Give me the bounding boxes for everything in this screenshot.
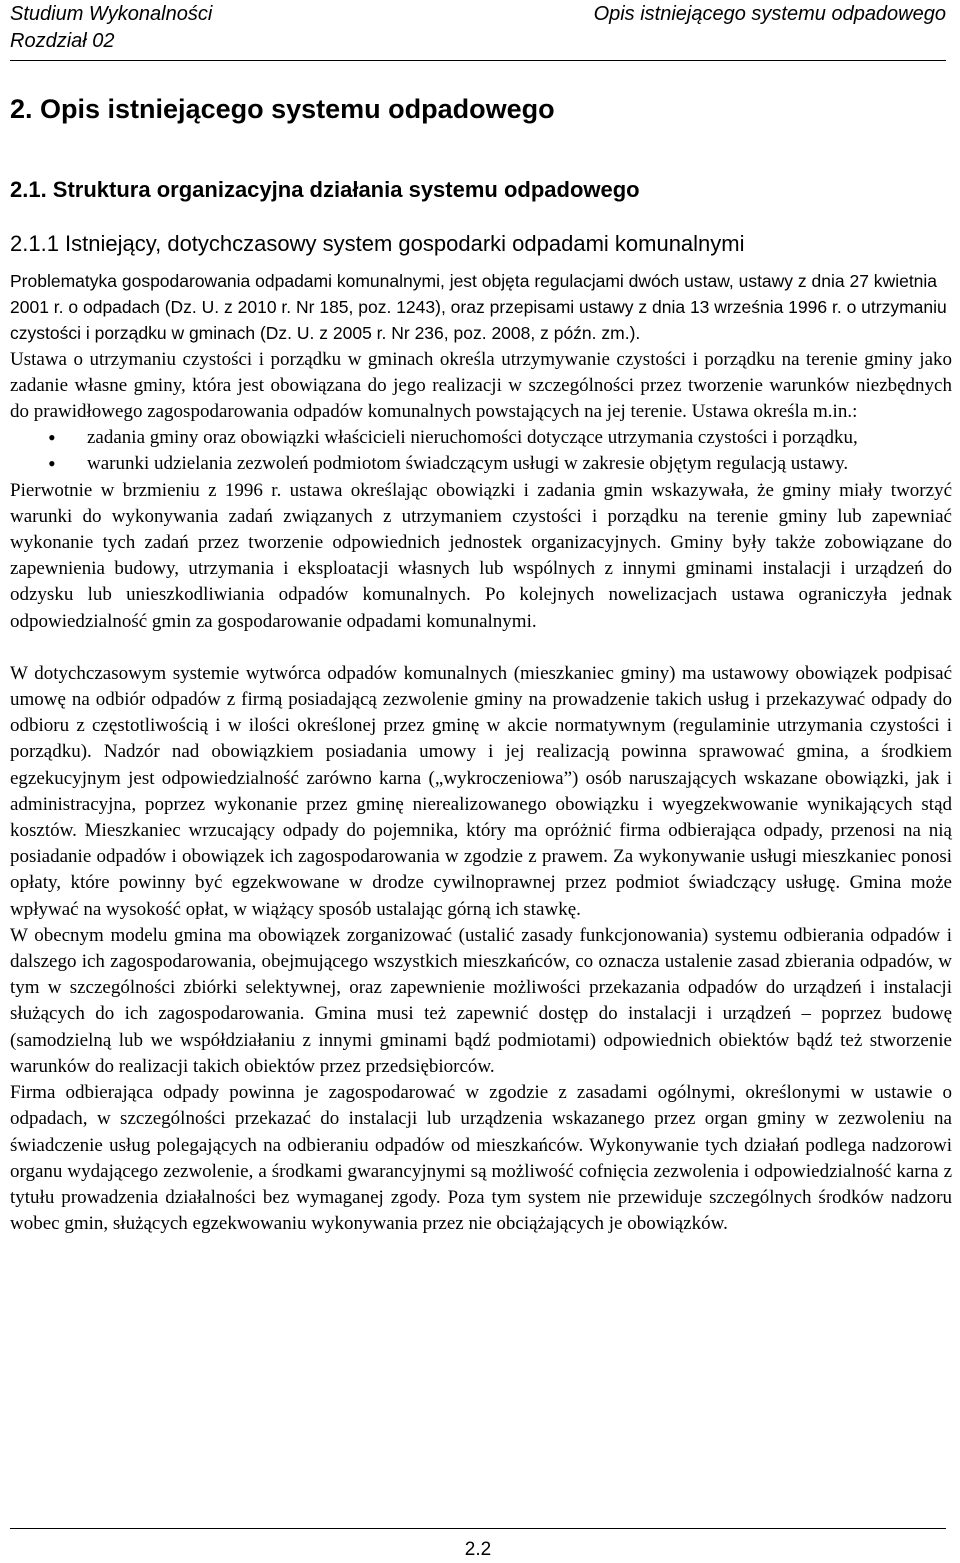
- page-footer: [10, 1528, 946, 1561]
- section-heading: 2. Opis istniejącego systemu odpadowego: [10, 94, 555, 124]
- header-right: [594, 1, 946, 28]
- paragraph: Ustawa o utrzymaniu czystości i porządku w gminach określa utrzymywanie czystości i porządku na terenie gminy jako zadanie własne gminy, która jest obowiązana do jego realizacji w szczególności przez tworzenie warunków niezbędnych do prawidłowego zagospodarowania odpadów komunalnych powstających na jej terenie. Ustawa określa m.in.:: [10, 348, 952, 423]
- paragraph: Firma odbierająca odpady powinna je zagospodarować w zgodzie z zasadami ogólnymi, określonymi w ustawie o odpadach, w szczególności przekazać do instalacji lub urządzenia wskazanego przez organ gminy w zezwoleniu na świadczenie usług polegających na odbieraniu odpadów od mieszkańców. Wykonywanie tych działań podlega nadzorowi organu wydającego zezwolenie, a środkami gwarancyjnymi są możliwość cofnięcia zezwolenia i odpowiedzialność karna z tytułu prowadzenia działalności bez wymaganej zgody. Poza tym system nie przewiduje szczególnych środków nadzoru wobec gmin, służących egzekwowaniu wykonywania przez nie obciążających je obowiązków.: [10, 1082, 952, 1235]
- section-running-title: Opis istniejącego systemu odpadowego: [593, 3, 946, 25]
- paragraph-spacer: [10, 635, 952, 661]
- bullet-item: • warunki udzielania zezwoleń podmiotom świadczącym usługi w zakresie objętym regulacją ustawy.: [10, 451, 952, 477]
- document-body: [10, 268, 952, 1237]
- header-rule: [10, 60, 946, 61]
- chapter-label: Rozdział 02: [10, 30, 115, 52]
- footer-rule: [10, 1528, 946, 1529]
- paragraph: Pierwotnie w brzmieniu z 1996 r. ustawa określając obowiązki i zadania gmin wskazywała, że gminy miały tworzyć warunki do wykonywania zadań związanych z utrzymaniem czystości i porządku na terenie gminy lub zapewniać wykonanie tych zadań przez tworzenie odpowiednich jednostek organizacyjnych. Gminy były także zobowiązane do zapewnienia budowy, utrzymania i eksploatacji własnych lub wspólnych z innymi gminami instalacji i urządzeń do odzysku lub unieszkodliwiania odpadów komunalnych. Po kolejnych nowelizacjach ustawa ograniczyła jednak odpowiedzialność gmin za gospodarowanie odpadami komunalnymi.: [10, 479, 952, 632]
- intro-paragraph: Problematyka gospodarowania odpadami komunalnymi, jest objęta regulacjami dwóch ustaw, ustawy z dnia 27 kwietnia 2001 r. o odpadach (Dz. U. z 2010 r. Nr 185, poz. 1243), oraz przepisami ustawy z dnia 13 września 1996 r. o utrzymaniu czystości i porządku w gminach (Dz. U. z 2005 r. Nr 236, poz. 2008, z późn. zm.).: [10, 271, 947, 344]
- paragraph: W dotychczasowym systemie wytwórca odpadów komunalnych (mieszkaniec gminy) ma ustawowy obowiązek podpisać umowę na odbiór odpadów z firmą posiadającą zezwolenie gminy na prowadzenie takich usług i przekazywać odpady do odbioru z częstotliwością i w ilości określonej przez gminę w akcie normatywnym (regulaminie utrzymania czystości i porządku). Nadzór nad obowiązkiem posiadania umowy i jej realizacją powinna sprawować gmina, a środkiem egzekucyjnym jest odpowiedzialność zarówno karna („wykroczeniowa”) osób naruszających wskazane obowiązki, jak i administracyjna, poprzez wykonanie przez gminę nierealizowanego obowiązku i wyegzekwowanie wynikających stąd kosztów. Mieszkaniec wrzucający odpady do pojemnika, który ma opróżnić firma odbierająca odpady, przenosi na nią posiadanie odpadów i obowiązek ich zagospodarowania w zgodzie z prawem. Za wykonywanie usługi mieszkaniec ponosi opłaty, które powinny być egzekwowane w drodze cywilnoprawnej przez podmiot świadczący usługę. Gmina może wpływać na wysokość opłat, w wiążący sposób ustalając górną ich stawkę.: [10, 662, 952, 920]
- page-header: [10, 0, 946, 58]
- bullet-item: • zadania gminy oraz obowiązki właścicieli nieruchomości dotyczące utrzymania czystości i porządku,: [10, 425, 952, 451]
- header-left: [10, 1, 212, 55]
- paragraph: W obecnym modelu gmina ma obowiązek zorganizować (ustalić zasady funkcjonowania) systemu odbierania odpadów i dalszego ich zagospodarowania, obejmującego wszystkich mieszkańców, co oznacza ustalenie zasad zbierania odpadów, w tym w szczególności zbiórki selektywnej, oraz zapewnienie możliwości przekazania odpadów do urządzeń i instalacji służących do ich zagospodarowania. Gmina musi też zapewnić dostęp do instalacji i urządzeń – poprzez budowę (samodzielną lub we współdziałaniu z innymi gminami bądź podmiotami) odpowiednich obiektów bądź też stworzenie warunków do realizacji takich obiektów przez przedsiębiorców.: [10, 924, 952, 1077]
- document-title: Studium Wykonalności: [10, 3, 213, 25]
- subsection-heading: 2.1. Struktura organizacyjna działania systemu odpadowego: [10, 177, 640, 202]
- bullet-list: [10, 425, 952, 477]
- page-number: 2.2: [464, 1539, 492, 1560]
- subsubsection-heading: 2.1.1 Istniejący, dotychczasowy system gospodarki odpadami komunalnymi: [10, 231, 745, 256]
